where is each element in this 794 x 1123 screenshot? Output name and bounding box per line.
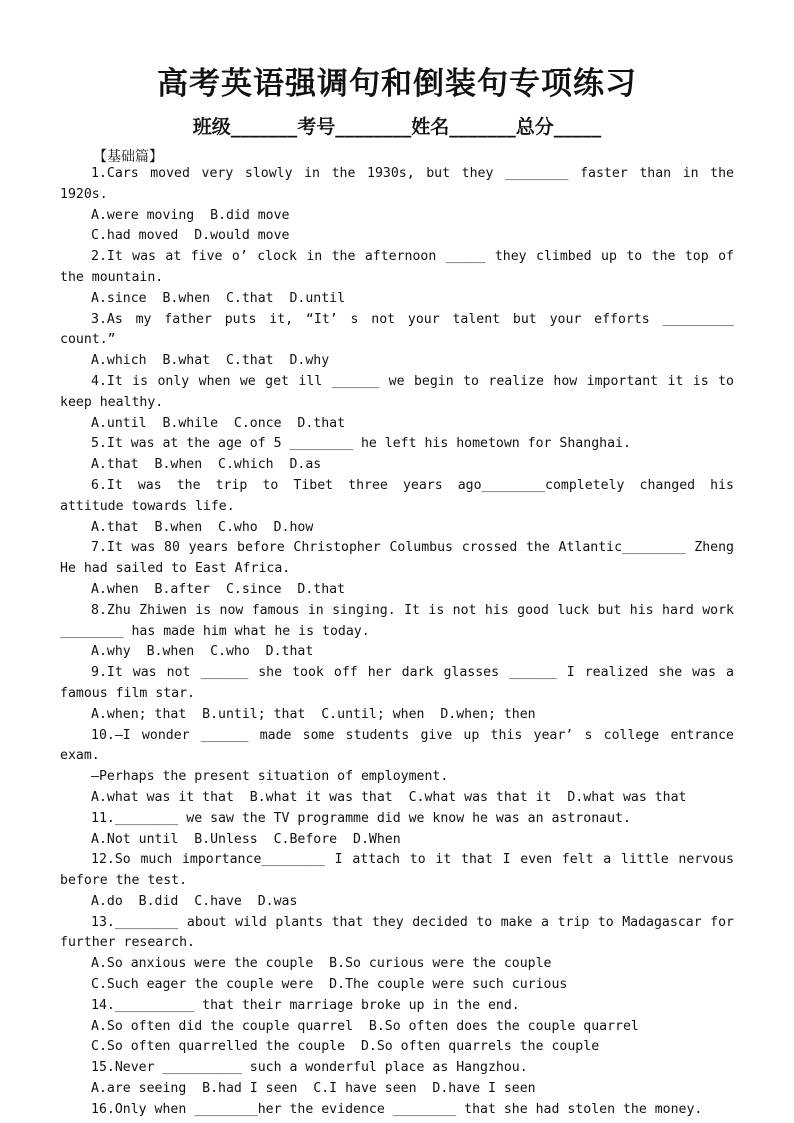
question-text: 8.Zhu Zhiwen is now famous in singing. It is not his good luck but his hard work ________ has made him what he is today. <box>60 602 734 639</box>
answer-options: A.which B.what C.that D.why <box>91 353 330 369</box>
question-text: 5.It was at the age of 5 ________ he left his hometown for Shanghai. <box>91 436 631 452</box>
answer-options: A.why B.when C.who D.that <box>91 644 314 660</box>
question-text: 12.So much importance________ I attach to it that I even felt a little nervous before the test. <box>60 852 734 889</box>
question-text: 9.It was not ______ she took off her dark glasses ______ I realized she was a famous film star. <box>60 665 734 701</box>
answer-options: A.when; that B.until; that C.until; when D.when; then <box>91 706 536 722</box>
question-text: 13.________ about wild plants that they decided to make a trip to Madagascar for further research. <box>60 914 734 951</box>
answer-options: A.do B.did C.have D.was <box>91 893 298 909</box>
answer-options: A.that B.when C.which D.as <box>91 457 322 473</box>
answer-options: —Perhaps the present situation of employment. <box>91 769 449 785</box>
question-text: 11.________ we saw the TV programme did we know he was an astronaut. <box>91 810 631 826</box>
question-text: 16.Only when ________her the evidence ________ that she had stolen the money. <box>91 1101 703 1117</box>
answer-options: A.So often did the couple quarrel B.So often does the couple quarrel <box>91 1018 639 1034</box>
answer-options: A.So anxious were the couple B.So curious were the couple <box>91 956 552 972</box>
answer-options: A.that B.when C.who D.how <box>91 519 314 535</box>
answer-options: A.were moving B.did move <box>91 207 290 223</box>
question-text: 6.It was the trip to Tibet three years ago________completely changed his attitude towards life. <box>60 477 734 514</box>
answer-options: A.Not until B.Unless C.Before D.When <box>91 831 401 847</box>
answer-options: A.what was it that B.what it was that C.what was that it D.what was that <box>91 789 687 805</box>
section-heading: 【基础篇】 <box>93 149 163 165</box>
question-text: 10.—I wonder ______ made some students give up this year’ s college entrance exam. <box>60 727 734 764</box>
question-text: 4.It is only when we get ill ______ we begin to realize how important it is to keep healthy. <box>60 373 734 410</box>
question-text: 1.Cars moved very slowly in the 1930s, but they ________ faster than in the 1920s. <box>60 166 734 202</box>
question-text: 15.Never __________ such a wonderful place as Hangzhou. <box>91 1060 528 1076</box>
answer-options: C.So often quarrelled the couple D.So often quarrels the couple <box>91 1039 600 1055</box>
answer-options: C.Such eager the couple were D.The couple were such curious <box>91 977 568 993</box>
question-text: 14.__________ that their marriage broke up in the end. <box>91 997 520 1013</box>
answer-options: A.when B.after C.since D.that <box>91 581 346 597</box>
student-info-line: 班级_______考号________姓名_______总分_____ <box>192 116 602 138</box>
answer-options: A.are seeing B.had I seen C.I have seen D.have I seen <box>91 1081 536 1097</box>
question-text: 7.It was 80 years before Christopher Columbus crossed the Atlantic________ Zheng He had sailed to East Africa. <box>60 540 734 577</box>
question-text: 3.As my father puts it, “It’ s not your talent but your efforts _________ count.” <box>60 311 734 348</box>
answer-options: A.since B.when C.that D.until <box>91 290 346 306</box>
question-text: 2.It was at five o’ clock in the afternoon _____ they climbed up to the top of the mountain. <box>60 249 734 285</box>
page-title: 高考英语强调句和倒装句专项练习 <box>157 66 637 102</box>
answer-options: A.until B.while C.once D.that <box>91 415 346 431</box>
answer-options: C.had moved D.would move <box>91 228 290 244</box>
question-list <box>60 164 734 1121</box>
